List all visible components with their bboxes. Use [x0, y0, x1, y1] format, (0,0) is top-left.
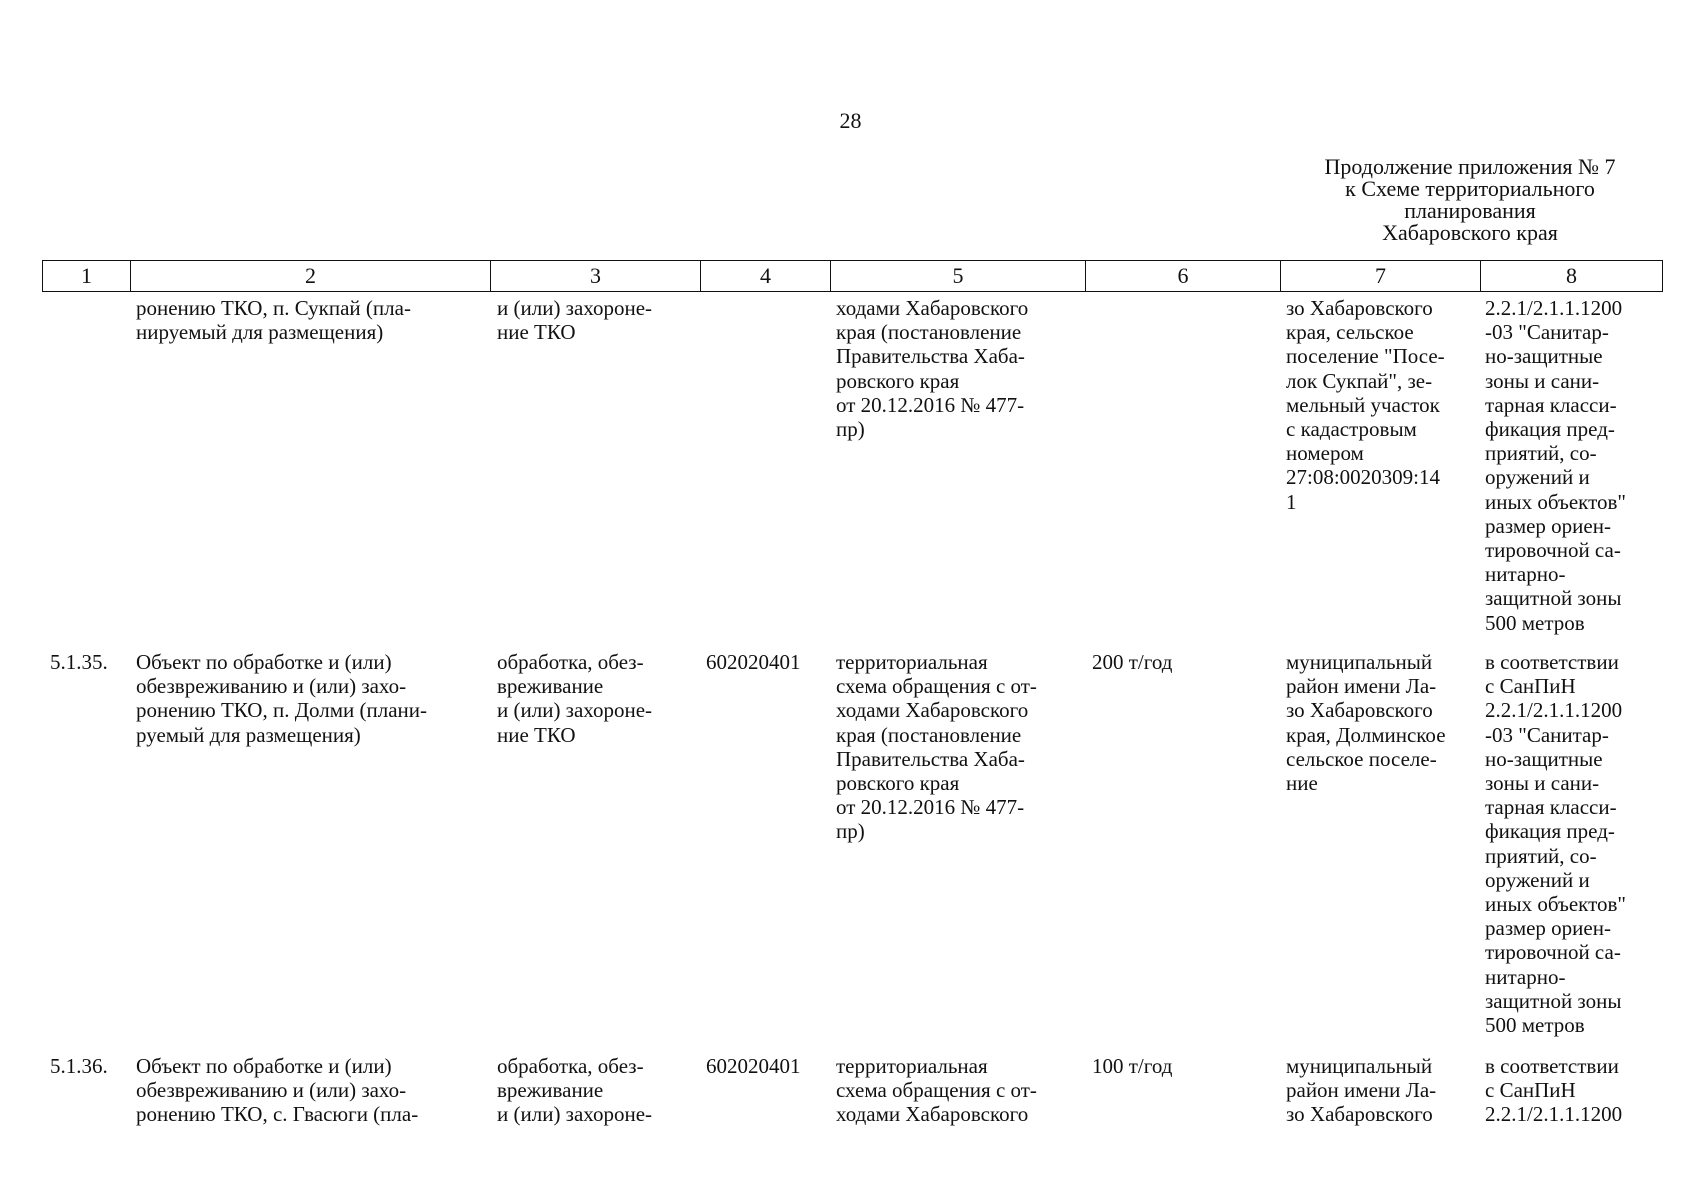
activity-type: и (или) захороне- ние ТКО — [497, 296, 653, 345]
sanitary-zone: в соответствии с СанПиН 2.2.1/2.1.1.1200 -03 "Санитар- но-защитные зоны и сани- тарная класси- фикация пред- приятий, со- оружений и иных объектов" размер ориен- тировочной са- нитарно- защитной зоны 500 метров — [1485, 650, 1626, 1038]
column-number: 5 — [831, 261, 1086, 292]
column-number: 6 — [1086, 261, 1281, 292]
appendix-heading-line: к Схеме территориального — [1345, 176, 1595, 201]
activity-type: обработка, обез- вреживание и (или) захороне- — [497, 1054, 653, 1127]
appendix-heading-line: Продолжение приложения № 7 — [1324, 154, 1616, 179]
capacity: 200 т/год — [1092, 650, 1173, 674]
page-number: 28 — [839, 108, 862, 133]
legal-basis: территориальная схема обращения с от- ходами Хабаровского — [836, 1054, 1037, 1127]
appendix-heading-line: планирования — [1404, 198, 1536, 223]
sanitary-zone: 2.2.1/2.1.1.1200 -03 "Санитар- но-защитные зоны и сани- тарная класси- фикация пред- приятий, со- оружений и иных объектов" размер ориен- тировочной са- нитарно- защитной зоны 500 метров — [1485, 296, 1626, 635]
column-number: 8 — [1481, 261, 1663, 292]
column-number: 1 — [43, 261, 131, 292]
column-number: 7 — [1281, 261, 1481, 292]
object-name: ронению ТКО, п. Сукпай (пла- нируемый для размещения) — [136, 296, 411, 345]
legal-basis: ходами Хабаровского края (постановление Правительства Хаба- ровского края от 20.12.2016 № 477- пр) — [836, 296, 1029, 442]
object-name: Объект по обработке и (или) обезвреживанию и (или) захо- ронению ТКО, п. Долми (плани- руемый для размещения) — [136, 650, 427, 747]
activity-type: обработка, обез- вреживание и (или) захороне- ние ТКО — [497, 650, 653, 747]
column-number: 3 — [491, 261, 701, 292]
legal-basis: территориальная схема обращения с от- ходами Хабаровского края (постановление Правительства Хаба- ровского края от 20.12.2016 № 477- пр) — [836, 650, 1037, 844]
column-number-header — [42, 260, 1663, 292]
column-number: 2 — [131, 261, 491, 292]
capacity: 100 т/год — [1092, 1054, 1173, 1078]
appendix-heading — [1300, 156, 1640, 244]
row-number: 5.1.35. — [50, 650, 108, 674]
appendix-heading-line: Хабаровского края — [1382, 220, 1558, 245]
location: муниципальный район имени Ла- зо Хабаровского края, Долминское сельское поселе- ние — [1286, 650, 1446, 796]
object-code: 602020401 — [706, 1054, 801, 1078]
column-number: 4 — [701, 261, 831, 292]
row-number: 5.1.36. — [50, 1054, 108, 1078]
location: зо Хабаровского края, сельское поселение "Посе- лок Сукпай", зе- мельный участок с кадастровым номером 27:08:0020309:14 1 — [1286, 296, 1445, 514]
sanitary-zone: в соответствии с СанПиН 2.2.1/2.1.1.1200 — [1485, 1054, 1623, 1127]
object-name: Объект по обработке и (или) обезвреживанию и (или) захо- ронению ТКО, с. Гвасюги (пла- — [136, 1054, 419, 1127]
object-code: 602020401 — [706, 650, 801, 674]
location: муниципальный район имени Ла- зо Хабаровского — [1286, 1054, 1437, 1127]
